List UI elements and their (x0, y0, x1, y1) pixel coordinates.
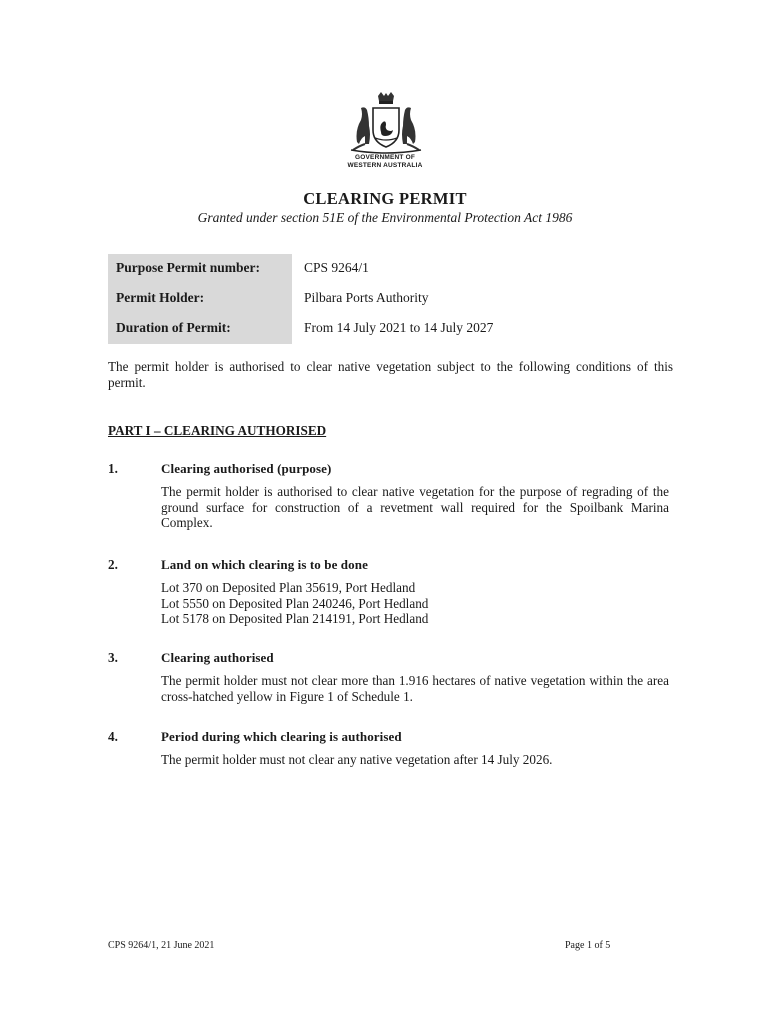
condition-line: Lot 5550 on Deposited Plan 240246, Port Hedland (161, 595, 429, 611)
condition-heading: Clearing authorised (purpose) (161, 461, 332, 476)
document-title: CLEARING PERMIT (303, 189, 467, 208)
document-subtitle: Granted under section 51E of the Environmental Protection Act 1986 (197, 210, 573, 225)
permit-holder-label: Permit Holder: (108, 284, 292, 314)
government-label (330, 154, 440, 169)
footer-reference: CPS 9264/1, 21 June 2021 (108, 940, 215, 951)
part-heading: PART I – CLEARING AUTHORISED (108, 423, 327, 438)
condition-number: 2. (108, 557, 118, 572)
permit-number-label: Purpose Permit number: (108, 254, 292, 284)
permit-holder-value: Pilbara Ports Authority (304, 290, 429, 305)
permit-info-table (108, 254, 670, 344)
condition-body (161, 752, 669, 768)
condition-number: 4. (108, 729, 118, 744)
intro-paragraph: The permit holder is authorised to clear native vegetation subject to the following conditions of this permit. (108, 359, 673, 390)
condition-body (161, 673, 669, 704)
government-line-2: WESTERN AUSTRALIA (347, 161, 423, 169)
condition-number: 3. (108, 650, 118, 665)
permit-number-value: CPS 9264/1 (304, 260, 369, 275)
page-number: Page 1 of 5 (565, 940, 611, 951)
permit-duration-label: Duration of Permit: (108, 314, 292, 344)
permit-info-row (108, 314, 670, 344)
condition-body (161, 484, 669, 531)
condition-line: The permit holder is authorised to clear native vegetation for the purpose of regrading of the ground surface for construction of a revetment wall required for the Spoilbank Marina Complex. (161, 484, 669, 530)
condition-heading: Period during which clearing is authorised (161, 729, 402, 744)
condition-heading: Clearing authorised (161, 650, 274, 665)
condition-heading: Land on which clearing is to be done (161, 557, 368, 572)
permit-info-row (108, 254, 670, 284)
government-line-1: GOVERNMENT OF (354, 154, 416, 161)
condition-line: Lot 370 on Deposited Plan 35619, Port Hedland (161, 580, 416, 595)
condition-number: 1. (108, 461, 118, 476)
condition-line: The permit holder must not clear more than 1.916 hectares of native vegetation within the area cross-hatched yellow in Figure 1 of Schedule 1. (161, 673, 669, 704)
condition-body (161, 580, 669, 627)
condition-line: The permit holder must not clear any native vegetation after 14 July 2026. (161, 752, 553, 767)
condition-line: Lot 5178 on Deposited Plan 214191, Port Hedland (161, 611, 429, 626)
permit-duration-value: From 14 July 2021 to 14 July 2027 (304, 320, 494, 335)
permit-info-row (108, 284, 670, 314)
